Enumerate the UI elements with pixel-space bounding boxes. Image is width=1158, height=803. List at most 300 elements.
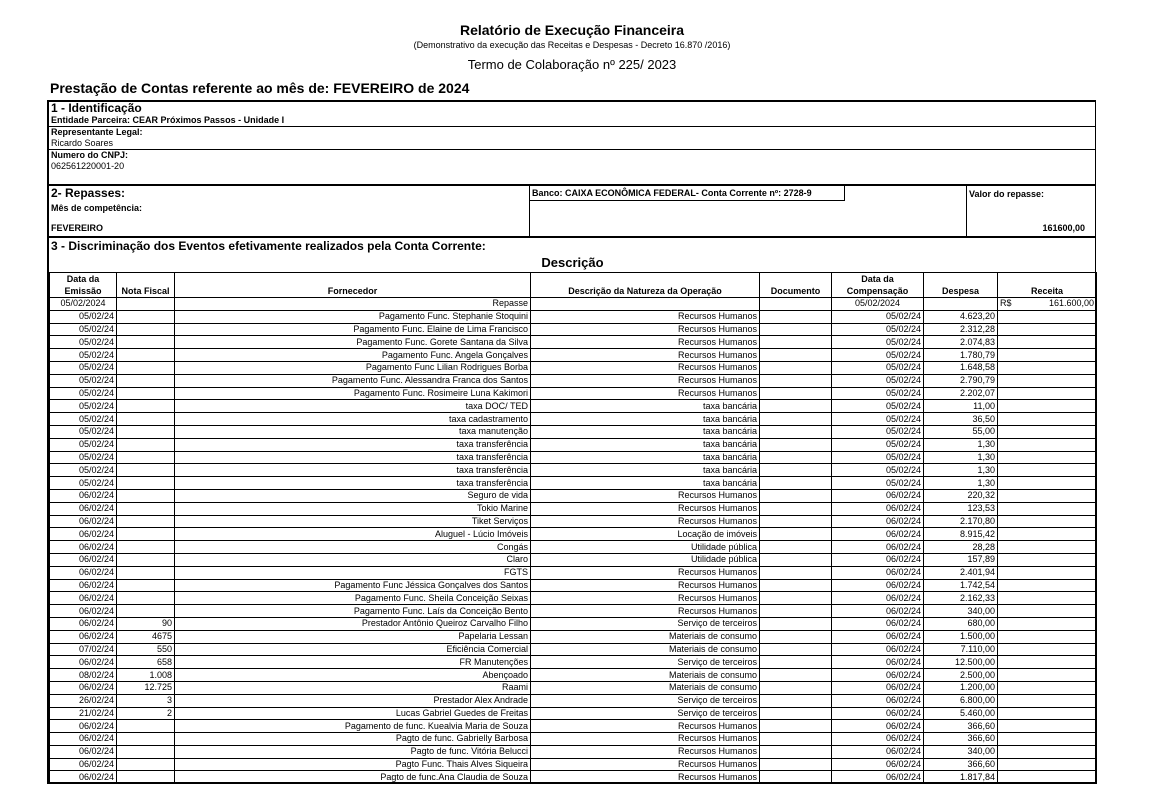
row-supplier: Pagamento Func. Angela Gonçalves bbox=[175, 349, 531, 362]
row-expense: 1.200,00 bbox=[924, 681, 998, 694]
cnpj-label: Numero do CNPJ: bbox=[51, 150, 129, 160]
col-invoice: Nota Fiscal bbox=[117, 273, 175, 298]
row-expense: 1.500,00 bbox=[924, 630, 998, 643]
row-date: 06/02/24 bbox=[50, 630, 117, 643]
row-invoice bbox=[117, 425, 175, 438]
row-nature: Utilidade pública bbox=[531, 541, 760, 554]
row-document bbox=[760, 425, 832, 438]
row-supplier: Abençoado bbox=[175, 669, 531, 682]
row-document bbox=[760, 733, 832, 746]
row-document bbox=[760, 336, 832, 349]
row-date: 05/02/24 bbox=[50, 387, 117, 400]
row-expense: 2.202,07 bbox=[924, 387, 998, 400]
row-invoice bbox=[117, 336, 175, 349]
row-document bbox=[760, 566, 832, 579]
row-nature: Recursos Humanos bbox=[531, 720, 760, 733]
row-nature: Utilidade pública bbox=[531, 553, 760, 566]
row-invoice bbox=[117, 515, 175, 528]
entity-name: Entidade Parceira: CEAR Próximos Passos - Unidade I bbox=[51, 115, 285, 125]
table-row bbox=[50, 579, 1097, 592]
row-document bbox=[760, 745, 832, 758]
row-invoice bbox=[117, 541, 175, 554]
row-supplier: Pagto de func. Vitória Belucci bbox=[175, 745, 531, 758]
row-document bbox=[760, 323, 832, 336]
row-nature: Recursos Humanos bbox=[531, 745, 760, 758]
row-supplier: taxa transferência bbox=[175, 477, 531, 490]
row-revenue bbox=[998, 643, 1097, 656]
repasse-supplier: Repasse bbox=[175, 298, 531, 311]
representative-label: Representante Legal: bbox=[51, 127, 143, 137]
row-revenue bbox=[998, 541, 1097, 554]
row-comp-date: 06/02/24 bbox=[832, 656, 924, 669]
repasse-revenue-value: 161.600,00 bbox=[1048, 298, 1094, 309]
row-date: 05/02/24 bbox=[50, 438, 117, 451]
row-date: 06/02/24 bbox=[50, 515, 117, 528]
bank-account: Banco: CAIXA ECONÔMICA FEDERAL- Conta Corrente nº: 2728-9 bbox=[530, 186, 845, 201]
row-nature: Recursos Humanos bbox=[531, 502, 760, 515]
row-invoice bbox=[117, 451, 175, 464]
row-expense: 340,00 bbox=[924, 745, 998, 758]
col-supplier: Fornecedor bbox=[175, 273, 531, 298]
competence-label: Mês de competência: bbox=[51, 203, 143, 213]
row-date: 26/02/24 bbox=[50, 694, 117, 707]
row-date: 05/02/24 bbox=[50, 400, 117, 413]
row-nature: taxa bancária bbox=[531, 413, 760, 426]
row-revenue bbox=[998, 489, 1097, 502]
row-expense: 366,60 bbox=[924, 733, 998, 746]
row-invoice bbox=[117, 323, 175, 336]
row-nature: Materiais de consumo bbox=[531, 681, 760, 694]
row-date: 07/02/24 bbox=[50, 643, 117, 656]
row-nature: Recursos Humanos bbox=[531, 323, 760, 336]
table-row bbox=[50, 438, 1097, 451]
table-row bbox=[50, 464, 1097, 477]
row-date: 05/02/24 bbox=[50, 413, 117, 426]
row-supplier: taxa transferência bbox=[175, 464, 531, 477]
term-number: Termo de Colaboração nº 225/ 2023 bbox=[467, 57, 677, 72]
row-supplier: taxa transferência bbox=[175, 438, 531, 451]
row-document bbox=[760, 413, 832, 426]
row-invoice bbox=[117, 374, 175, 387]
identification-section bbox=[47, 100, 1096, 185]
identification-heading: 1 - Identificação bbox=[51, 101, 142, 115]
row-revenue bbox=[998, 438, 1097, 451]
competence-value: FEVEREIRO bbox=[51, 223, 104, 233]
row-invoice bbox=[117, 553, 175, 566]
repasse-revenue bbox=[998, 298, 1097, 311]
row-nature: taxa bancária bbox=[531, 451, 760, 464]
col-date-comp bbox=[832, 273, 924, 298]
identification-heading-row bbox=[49, 102, 1095, 127]
row-invoice bbox=[117, 310, 175, 323]
row-supplier: Seguro de vida bbox=[175, 489, 531, 502]
row-nature: taxa bancária bbox=[531, 425, 760, 438]
row-document bbox=[760, 579, 832, 592]
month-title: Prestação de Contas referente ao mês de: FEVEREIRO de 2024 bbox=[50, 80, 470, 96]
col-date-emission bbox=[50, 273, 117, 298]
row-invoice: 4675 bbox=[117, 630, 175, 643]
repasse-nature bbox=[531, 298, 760, 311]
row-comp-date: 06/02/24 bbox=[832, 733, 924, 746]
row-supplier: Pagto de func.Ana Claudia de Souza bbox=[175, 771, 531, 784]
row-document bbox=[760, 669, 832, 682]
row-invoice bbox=[117, 477, 175, 490]
events-heading: 3 - Discriminação dos Eventos efetivamente realizados pela Conta Corrente: bbox=[51, 239, 486, 253]
row-date: 05/02/24 bbox=[50, 323, 117, 336]
table-row bbox=[50, 528, 1097, 541]
row-date: 06/02/24 bbox=[50, 592, 117, 605]
row-nature: Recursos Humanos bbox=[531, 579, 760, 592]
row-document bbox=[760, 489, 832, 502]
row-date: 06/02/24 bbox=[50, 656, 117, 669]
row-date: 05/02/24 bbox=[50, 310, 117, 323]
row-revenue bbox=[998, 656, 1097, 669]
row-comp-date: 05/02/24 bbox=[832, 477, 924, 490]
row-nature: Recursos Humanos bbox=[531, 349, 760, 362]
table-row bbox=[50, 425, 1097, 438]
row-supplier: Claro bbox=[175, 553, 531, 566]
row-invoice: 2 bbox=[117, 707, 175, 720]
repasse-value-label: Valor do repasse: bbox=[969, 189, 1045, 199]
row-invoice bbox=[117, 361, 175, 374]
col-revenue: Receita bbox=[998, 273, 1097, 298]
row-revenue bbox=[998, 374, 1097, 387]
row-comp-date: 06/02/24 bbox=[832, 745, 924, 758]
row-expense: 7.110,00 bbox=[924, 643, 998, 656]
row-supplier: FR Manutenções bbox=[175, 656, 531, 669]
row-revenue bbox=[998, 694, 1097, 707]
row-date: 06/02/24 bbox=[50, 771, 117, 784]
row-revenue bbox=[998, 310, 1097, 323]
row-comp-date: 06/02/24 bbox=[832, 720, 924, 733]
row-supplier: Pagamento Func. Laís da Conceição Bento bbox=[175, 605, 531, 618]
row-nature: Serviço de terceiros bbox=[531, 656, 760, 669]
row-supplier: Pagamento Func. Sheila Conceição Seixas bbox=[175, 592, 531, 605]
row-comp-date: 05/02/24 bbox=[832, 451, 924, 464]
row-comp-date: 05/02/24 bbox=[832, 336, 924, 349]
row-nature: Serviço de terceiros bbox=[531, 617, 760, 630]
row-expense: 1.817,84 bbox=[924, 771, 998, 784]
row-document bbox=[760, 387, 832, 400]
row-document bbox=[760, 643, 832, 656]
row-nature: taxa bancária bbox=[531, 477, 760, 490]
repasse-currency: R$ bbox=[1000, 298, 1012, 309]
row-supplier: Prestador Antônio Queiroz Carvalho Filho bbox=[175, 617, 531, 630]
row-nature: Recursos Humanos bbox=[531, 387, 760, 400]
row-revenue bbox=[998, 502, 1097, 515]
row-revenue bbox=[998, 669, 1097, 682]
row-invoice bbox=[117, 771, 175, 784]
row-date: 06/02/24 bbox=[50, 681, 117, 694]
table-row bbox=[50, 553, 1097, 566]
row-expense: 123,53 bbox=[924, 502, 998, 515]
row-nature: Recursos Humanos bbox=[531, 515, 760, 528]
repasse-value: 161600,00 bbox=[1042, 223, 1085, 233]
row-supplier: Tokio Marine bbox=[175, 502, 531, 515]
row-comp-date: 06/02/24 bbox=[832, 617, 924, 630]
row-nature: taxa bancária bbox=[531, 438, 760, 451]
row-invoice bbox=[117, 758, 175, 771]
row-nature: Recursos Humanos bbox=[531, 605, 760, 618]
row-date: 05/02/24 bbox=[50, 361, 117, 374]
row-supplier: Pagamento Func Lilian Rodrigues Borba bbox=[175, 361, 531, 374]
row-invoice bbox=[117, 438, 175, 451]
cnpj-value: 062561220001-20 bbox=[51, 161, 125, 171]
row-document bbox=[760, 758, 832, 771]
col-date-emission-line2: Emissão bbox=[64, 286, 102, 296]
table-row bbox=[50, 361, 1097, 374]
events-table bbox=[49, 272, 1097, 784]
row-document bbox=[760, 438, 832, 451]
row-date: 06/02/24 bbox=[50, 733, 117, 746]
table-row bbox=[50, 349, 1097, 362]
table-header-row bbox=[50, 273, 1097, 298]
table-row bbox=[50, 643, 1097, 656]
table-row bbox=[50, 374, 1097, 387]
cnpj-row bbox=[49, 150, 1095, 172]
row-date: 08/02/24 bbox=[50, 669, 117, 682]
row-date: 06/02/24 bbox=[50, 617, 117, 630]
row-date: 05/02/24 bbox=[50, 477, 117, 490]
row-document bbox=[760, 656, 832, 669]
table-row bbox=[50, 566, 1097, 579]
row-comp-date: 06/02/24 bbox=[832, 707, 924, 720]
row-revenue bbox=[998, 515, 1097, 528]
row-document bbox=[760, 528, 832, 541]
row-invoice bbox=[117, 745, 175, 758]
table-row bbox=[50, 733, 1097, 746]
row-revenue bbox=[998, 464, 1097, 477]
representative-value: Ricardo Soares bbox=[51, 138, 114, 148]
row-date: 06/02/24 bbox=[50, 579, 117, 592]
row-revenue bbox=[998, 387, 1097, 400]
row-expense: 2.401,94 bbox=[924, 566, 998, 579]
row-date: 06/02/24 bbox=[50, 720, 117, 733]
row-revenue bbox=[998, 707, 1097, 720]
row-expense: 1,30 bbox=[924, 438, 998, 451]
col-nature: Descrição da Natureza da Operação bbox=[531, 273, 760, 298]
row-revenue bbox=[998, 630, 1097, 643]
row-expense: 1,30 bbox=[924, 464, 998, 477]
events-section bbox=[47, 237, 1096, 784]
row-comp-date: 05/02/24 bbox=[832, 413, 924, 426]
repasse-document bbox=[760, 298, 832, 311]
row-revenue bbox=[998, 681, 1097, 694]
row-comp-date: 06/02/24 bbox=[832, 694, 924, 707]
row-comp-date: 06/02/24 bbox=[832, 502, 924, 515]
row-nature: Recursos Humanos bbox=[531, 361, 760, 374]
row-document bbox=[760, 400, 832, 413]
table-row bbox=[50, 336, 1097, 349]
row-expense: 55,00 bbox=[924, 425, 998, 438]
report-title: Relatório de Execução Financeira bbox=[459, 22, 685, 38]
table-row bbox=[50, 502, 1097, 515]
row-comp-date: 05/02/24 bbox=[832, 323, 924, 336]
row-document bbox=[760, 451, 832, 464]
row-comp-date: 05/02/24 bbox=[832, 349, 924, 362]
table-row bbox=[50, 400, 1097, 413]
row-date: 06/02/24 bbox=[50, 528, 117, 541]
repasse-value-cell bbox=[966, 186, 1097, 236]
row-supplier: Pagamento Func Jéssica Gonçalves dos Santos bbox=[175, 579, 531, 592]
row-invoice bbox=[117, 413, 175, 426]
row-document bbox=[760, 771, 832, 784]
row-expense: 2.790,79 bbox=[924, 374, 998, 387]
row-document bbox=[760, 464, 832, 477]
table-row bbox=[50, 489, 1097, 502]
row-revenue bbox=[998, 605, 1097, 618]
row-expense: 1,30 bbox=[924, 477, 998, 490]
row-date: 06/02/24 bbox=[50, 541, 117, 554]
table-row bbox=[50, 592, 1097, 605]
row-nature: Recursos Humanos bbox=[531, 733, 760, 746]
row-supplier: Pagamento Func. Gorete Santana da Silva bbox=[175, 336, 531, 349]
table-row bbox=[50, 310, 1097, 323]
row-document bbox=[760, 515, 832, 528]
row-revenue bbox=[998, 592, 1097, 605]
row-expense: 6.800,00 bbox=[924, 694, 998, 707]
row-date: 06/02/24 bbox=[50, 566, 117, 579]
row-revenue bbox=[998, 323, 1097, 336]
table-row bbox=[50, 477, 1097, 490]
row-expense: 2.312,28 bbox=[924, 323, 998, 336]
row-invoice bbox=[117, 733, 175, 746]
row-expense: 366,60 bbox=[924, 758, 998, 771]
row-expense: 8.915,42 bbox=[924, 528, 998, 541]
row-expense: 220,32 bbox=[924, 489, 998, 502]
row-comp-date: 06/02/24 bbox=[832, 553, 924, 566]
row-invoice: 12.725 bbox=[117, 681, 175, 694]
row-expense: 680,00 bbox=[924, 617, 998, 630]
row-expense: 1,30 bbox=[924, 451, 998, 464]
row-document bbox=[760, 630, 832, 643]
row-comp-date: 05/02/24 bbox=[832, 400, 924, 413]
row-date: 21/02/24 bbox=[50, 707, 117, 720]
row-expense: 2.162,33 bbox=[924, 592, 998, 605]
row-comp-date: 06/02/24 bbox=[832, 758, 924, 771]
row-invoice bbox=[117, 502, 175, 515]
row-date: 05/02/24 bbox=[50, 464, 117, 477]
table-row bbox=[50, 413, 1097, 426]
row-supplier: Pagamento Func. Elaine de Lima Francisco bbox=[175, 323, 531, 336]
representative-row bbox=[49, 127, 1095, 150]
row-comp-date: 06/02/24 bbox=[832, 489, 924, 502]
row-revenue bbox=[998, 336, 1097, 349]
row-supplier: Pagto Func. Thais Alves Siqueira bbox=[175, 758, 531, 771]
row-nature: Recursos Humanos bbox=[531, 310, 760, 323]
table-row bbox=[50, 771, 1097, 784]
row-document bbox=[760, 361, 832, 374]
row-supplier: Pagto de func. Gabrielly Barbosa bbox=[175, 733, 531, 746]
table-row bbox=[50, 745, 1097, 758]
row-supplier: Prestador Alex Andrade bbox=[175, 694, 531, 707]
row-nature: taxa bancária bbox=[531, 400, 760, 413]
row-nature: Recursos Humanos bbox=[531, 758, 760, 771]
row-nature: Serviço de terceiros bbox=[531, 707, 760, 720]
row-revenue bbox=[998, 361, 1097, 374]
row-revenue bbox=[998, 451, 1097, 464]
row-comp-date: 05/02/24 bbox=[832, 387, 924, 400]
row-supplier: taxa DOC/ TED bbox=[175, 400, 531, 413]
row-invoice bbox=[117, 566, 175, 579]
row-revenue bbox=[998, 566, 1097, 579]
row-nature: Locação de imóveis bbox=[531, 528, 760, 541]
row-comp-date: 05/02/24 bbox=[832, 361, 924, 374]
row-invoice: 658 bbox=[117, 656, 175, 669]
bank-cell bbox=[529, 186, 967, 236]
repasse-invoice bbox=[117, 298, 175, 311]
table-row bbox=[50, 681, 1097, 694]
row-document bbox=[760, 553, 832, 566]
row-invoice: 3 bbox=[117, 694, 175, 707]
row-invoice bbox=[117, 579, 175, 592]
row-date: 05/02/24 bbox=[50, 374, 117, 387]
repasse-comp-date: 05/02/2024 bbox=[832, 298, 924, 311]
row-invoice: 550 bbox=[117, 643, 175, 656]
row-revenue bbox=[998, 771, 1097, 784]
row-nature: Serviço de terceiros bbox=[531, 694, 760, 707]
row-expense: 5.460,00 bbox=[924, 707, 998, 720]
table-row bbox=[50, 323, 1097, 336]
row-invoice bbox=[117, 464, 175, 477]
row-expense: 1.742,54 bbox=[924, 579, 998, 592]
row-invoice bbox=[117, 489, 175, 502]
row-date: 06/02/24 bbox=[50, 502, 117, 515]
row-comp-date: 05/02/24 bbox=[832, 310, 924, 323]
row-comp-date: 06/02/24 bbox=[832, 515, 924, 528]
table-row bbox=[50, 720, 1097, 733]
table-row bbox=[50, 541, 1097, 554]
row-comp-date: 06/02/24 bbox=[832, 566, 924, 579]
row-document bbox=[760, 720, 832, 733]
row-revenue bbox=[998, 745, 1097, 758]
row-expense: 2.170,80 bbox=[924, 515, 998, 528]
row-revenue bbox=[998, 425, 1097, 438]
row-invoice: 1.008 bbox=[117, 669, 175, 682]
table-row bbox=[50, 707, 1097, 720]
row-revenue bbox=[998, 400, 1097, 413]
row-date: 06/02/24 bbox=[50, 489, 117, 502]
row-document bbox=[760, 349, 832, 362]
repasse-date: 05/02/2024 bbox=[50, 298, 117, 311]
row-date: 05/02/24 bbox=[50, 349, 117, 362]
report-subtitle: (Demonstrativo da execução das Receitas e Despesas - Decreto 16.870 /2016) bbox=[413, 40, 731, 50]
row-nature: Recursos Humanos bbox=[531, 566, 760, 579]
row-invoice bbox=[117, 605, 175, 618]
row-supplier: Raami bbox=[175, 681, 531, 694]
table-row bbox=[50, 451, 1097, 464]
row-invoice bbox=[117, 528, 175, 541]
row-comp-date: 05/02/24 bbox=[832, 425, 924, 438]
repasse-row bbox=[50, 298, 1097, 311]
row-revenue bbox=[998, 758, 1097, 771]
row-supplier: taxa transferência bbox=[175, 451, 531, 464]
row-revenue bbox=[998, 733, 1097, 746]
row-supplier: taxa cadastramento bbox=[175, 413, 531, 426]
row-nature: Recursos Humanos bbox=[531, 336, 760, 349]
table-row bbox=[50, 605, 1097, 618]
repasse-expense bbox=[924, 298, 998, 311]
repasses-left bbox=[49, 186, 528, 236]
row-document bbox=[760, 617, 832, 630]
row-date: 05/02/24 bbox=[50, 425, 117, 438]
row-nature: Recursos Humanos bbox=[531, 489, 760, 502]
row-nature: taxa bancária bbox=[531, 464, 760, 477]
row-document bbox=[760, 541, 832, 554]
row-expense: 157,89 bbox=[924, 553, 998, 566]
row-supplier: Eficiência Comercial bbox=[175, 643, 531, 656]
col-date-comp-line1: Data da bbox=[861, 274, 894, 284]
